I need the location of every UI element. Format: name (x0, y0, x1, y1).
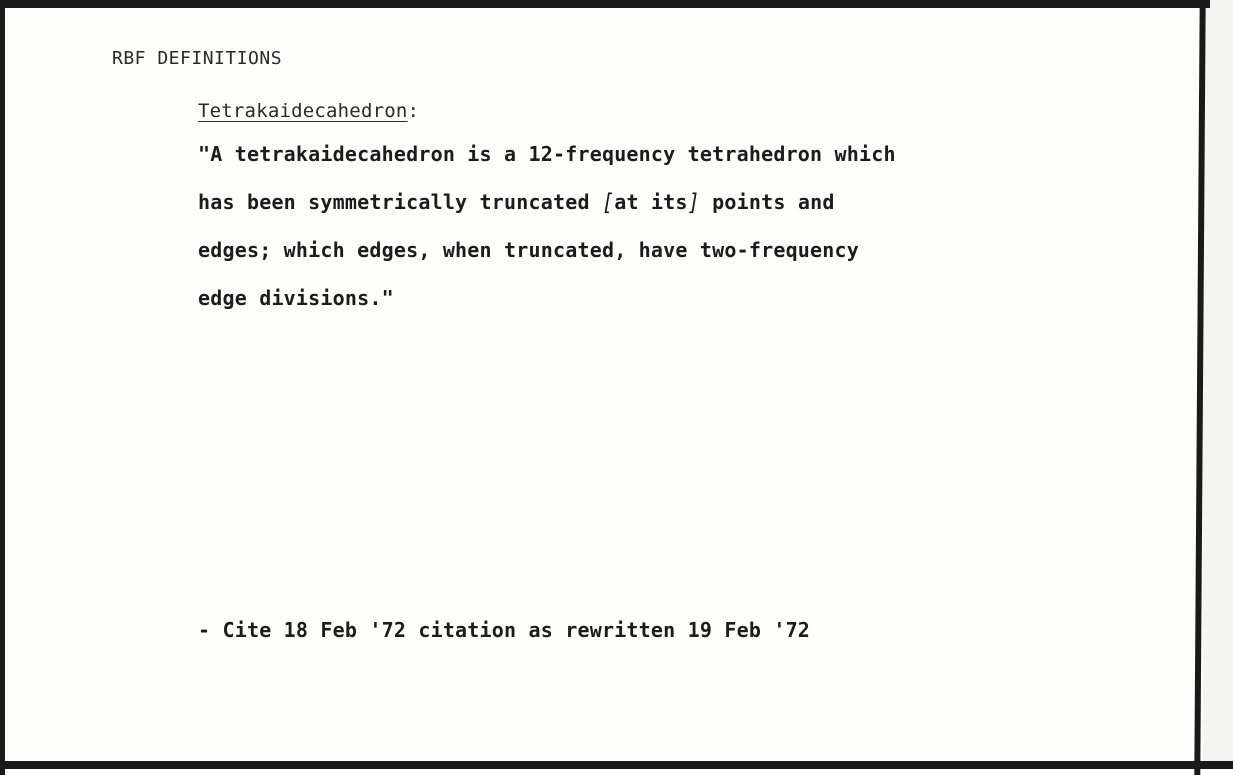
citation-note: - Cite 18 Feb '72 citation as rewritten 19 Feb '72 (198, 618, 811, 642)
definition-line-2-text: has been symmetrically truncated (198, 190, 602, 214)
definition-line-2 (198, 190, 835, 214)
definition-line-2-tail: points and (699, 190, 835, 214)
definition-line-3: edges; which edges, when truncated, have two-frequency (198, 238, 860, 262)
card-margin (1203, 0, 1233, 761)
term-heading (198, 100, 419, 122)
card-border-left (0, 0, 5, 775)
term-colon: : (407, 100, 420, 122)
editorial-bracket-close: ] (687, 188, 700, 216)
definition-line-4: edge divisions." (198, 286, 394, 310)
editorial-insert: at its (614, 190, 688, 214)
term-title: Tetrakaidecahedron (198, 100, 408, 122)
definition-line-1: "A tetrakaidecahedron is a 12-frequency tetrahedron which (198, 142, 896, 166)
card-border-top (0, 0, 1210, 8)
card-border-bottom (0, 761, 1233, 769)
card-header: RBF DEFINITIONS (112, 48, 283, 69)
editorial-bracket-open: [ (601, 188, 615, 216)
